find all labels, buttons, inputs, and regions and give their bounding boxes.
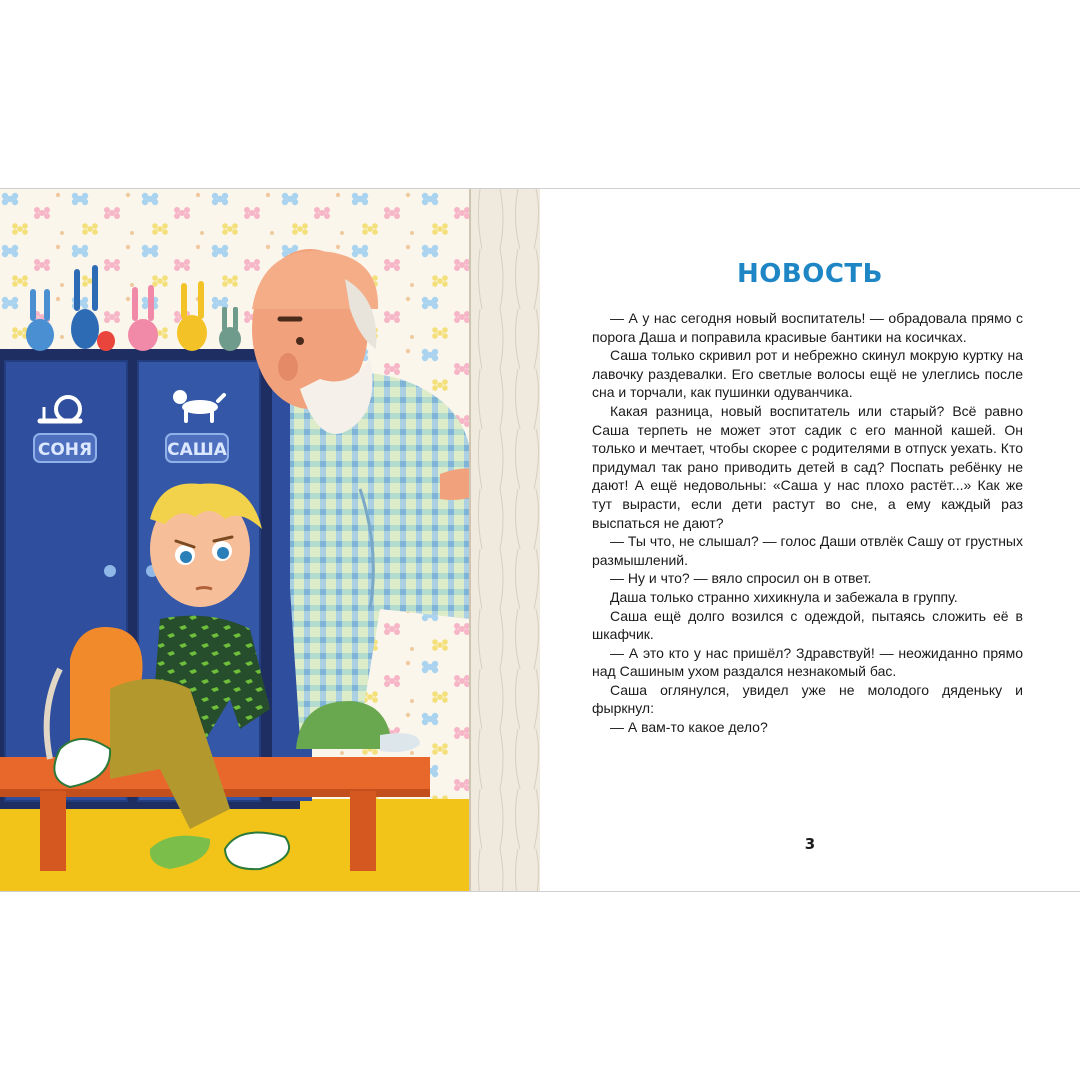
- paragraph: Даша только странно хихикнула и забежала в группу.: [610, 588, 958, 605]
- chapter-body: [592, 309, 1023, 737]
- illustration-page: [0, 189, 540, 892]
- paragraph: — Ты что, не слышал? — голос Даши отвлёк Сашу от грустных размышлений.: [592, 533, 1023, 568]
- paragraph: — А у нас сегодня новый воспитатель! — обрадовала прямо с порога Даша и поправила красивые бантики на косичках.: [592, 310, 1023, 345]
- svg-text:САША: САША: [167, 440, 227, 460]
- text-page: [540, 189, 1080, 892]
- paragraph: Саша ещё долго возился с одеждой, пытаясь сложить её в шкафчик.: [592, 607, 1023, 643]
- name-tag-sasha: [166, 434, 228, 462]
- paragraph: Саша только скривил рот и небрежно скинул мокрую куртку на лавочку раздевалки. Его светлые волосы ещё не улеглись после сна и торчали, как пушинки одуванчика.: [592, 347, 1023, 401]
- paragraph: Саша оглянулся, увидел уже не молодого дяденьку и фыркнул:: [592, 681, 1023, 717]
- paragraph: — А это кто у нас пришёл? Здравствуй! — неожиданно прямо над Сашиным ухом раздался незнакомый бас.: [592, 644, 1023, 680]
- paragraph: — А вам-то какое дело?: [610, 719, 768, 736]
- svg-text:СОНЯ: СОНЯ: [37, 440, 93, 460]
- page-number: 3: [804, 835, 816, 853]
- chapter-title: НОВОСТЬ: [737, 259, 883, 289]
- book-spread: [0, 188, 1080, 892]
- illustration: [0, 189, 540, 892]
- paragraph: Какая разница, новый воспитатель или старый? Всё равно Саша терпеть не может этот садик с его манной кашей. Он только и мечтает, чтобы скорее с родителями в отпуск уехать. Кто придумал так рано приводить детей в сад? Поспать ребёнку не дают! А ещё недовольны: «Саша у нас плохо растёт...» Как же тут вырасти, если дети растут во сне, а ему каждый раз выспаться не дают?: [592, 402, 1023, 531]
- door: [470, 189, 540, 892]
- paragraph: — Ну и что? — вяло спросил он в ответ.: [610, 570, 872, 587]
- name-tag-sonya: [34, 434, 96, 462]
